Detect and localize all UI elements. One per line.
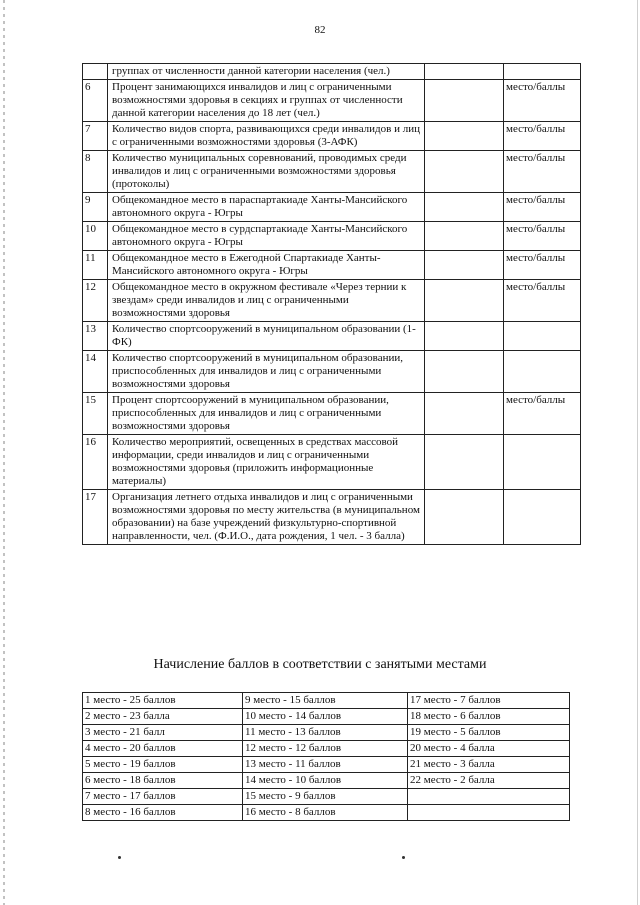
row-unit	[504, 322, 581, 351]
row-number: 17	[83, 490, 108, 545]
row-empty-cell	[425, 151, 504, 193]
row-empty-cell	[425, 122, 504, 151]
row-number: 6	[83, 80, 108, 122]
row-description: Процент спортсооружений в муниципальном образовании, приспособленных для инвалидов и лиц с ограниченными возможностями здоровья	[108, 393, 425, 435]
row-description: Количество спортсооружений в муниципальном образовании, приспособленных для инвалидов и лиц с ограниченными возможностями здоровья	[108, 351, 425, 393]
points-cell: 3 место - 21 балл	[83, 725, 243, 741]
points-cell: 1 место - 25 баллов	[83, 693, 243, 709]
row-unit: место/баллы	[504, 393, 581, 435]
row-empty-cell	[425, 393, 504, 435]
row-number: 10	[83, 222, 108, 251]
row-empty-cell	[425, 193, 504, 222]
points-cell: 21 место - 3 балла	[408, 757, 570, 773]
row-description: Общекомандное место в Ежегодной Спартакиаде Ханты-Мансийского автономного округа - Югры	[108, 251, 425, 280]
row-number: 13	[83, 322, 108, 351]
row-description: Количество спортсооружений в муниципальном образовании (1-ФК)	[108, 322, 425, 351]
points-cell	[408, 789, 570, 805]
points-cell: 7 место - 17 баллов	[83, 789, 243, 805]
row-empty-cell	[425, 80, 504, 122]
points-cell: 2 место - 23 балла	[83, 709, 243, 725]
row-unit: место/баллы	[504, 193, 581, 222]
row-description: Общекомандное место в окружном фестивале «Через тернии к звездам» среди инвалидов и лиц с ограниченными возможностями здоровья	[108, 280, 425, 322]
table-row	[83, 280, 581, 322]
points-row	[83, 725, 570, 741]
points-cell: 19 место - 5 баллов	[408, 725, 570, 741]
points-cell: 6 место - 18 баллов	[83, 773, 243, 789]
row-number: 14	[83, 351, 108, 393]
row-unit: место/баллы	[504, 280, 581, 322]
points-row	[83, 789, 570, 805]
table-row	[83, 435, 581, 490]
table-row	[83, 222, 581, 251]
points-cell: 14 место - 10 баллов	[243, 773, 408, 789]
points-row	[83, 773, 570, 789]
row-description: Общекомандное место в сурдспартакиаде Ханты-Мансийского автономного округа - Югры	[108, 222, 425, 251]
row-empty-cell	[425, 435, 504, 490]
points-cell: 22 место - 2 балла	[408, 773, 570, 789]
table-row	[83, 490, 581, 545]
table-row	[83, 193, 581, 222]
section-title: Начисление баллов в соответствии с занятыми местами	[153, 657, 487, 672]
points-cell: 11 место - 13 баллов	[243, 725, 408, 741]
table-row	[83, 80, 581, 122]
points-row	[83, 757, 570, 773]
row-number: 8	[83, 151, 108, 193]
points-cell: 12 место - 12 баллов	[243, 741, 408, 757]
row-number: 16	[83, 435, 108, 490]
row-description: Общекомандное место в параспартакиаде Ханты-Мансийского автономного округа - Югры	[108, 193, 425, 222]
points-row	[83, 709, 570, 725]
points-row	[83, 693, 570, 709]
criteria-table	[82, 63, 581, 545]
row-empty-cell	[425, 280, 504, 322]
row-unit: место/баллы	[504, 151, 581, 193]
scan-edge-right	[637, 0, 638, 905]
points-row	[83, 805, 570, 821]
points-cell: 8 место - 16 баллов	[83, 805, 243, 821]
table-row	[83, 251, 581, 280]
row-unit: место/баллы	[504, 80, 581, 122]
row-description: Количество мероприятий, освещенных в средствах массовой информации, среди инвалидов и лиц с ограниченными возможностями здоровья (приложить информационные материалы)	[108, 435, 425, 490]
row-unit: место/баллы	[504, 222, 581, 251]
points-cell: 18 место - 6 баллов	[408, 709, 570, 725]
scan-edge-left	[3, 0, 5, 905]
row-unit	[504, 64, 581, 80]
table-row	[83, 122, 581, 151]
row-empty-cell	[425, 222, 504, 251]
row-number: 15	[83, 393, 108, 435]
points-cell	[408, 805, 570, 821]
row-description: Процент занимающихся инвалидов и лиц с ограниченными возможностями здоровья в секциях и группах от численности данной категории населения до 18 лет (чел.)	[108, 80, 425, 122]
scan-speck	[402, 856, 405, 859]
row-empty-cell	[425, 351, 504, 393]
row-number: 11	[83, 251, 108, 280]
row-number: 9	[83, 193, 108, 222]
points-cell: 16 место - 8 баллов	[243, 805, 408, 821]
row-description: Количество муниципальных соревнований, проводимых среди инвалидов и лиц с ограниченными возможностями здоровья (протоколы)	[108, 151, 425, 193]
row-empty-cell	[425, 322, 504, 351]
points-table	[82, 692, 570, 821]
row-empty-cell	[425, 64, 504, 80]
page-number: 82	[314, 24, 326, 36]
row-description: Организация летнего отдыха инвалидов и лиц с ограниченными возможностями здоровья по месту жительства (в муниципальном образовании) на базе учреждений физкультурно-спортивной направленности, чел. (Ф.И.О., дата рождения, 1 чел. - 3 балла)	[108, 490, 425, 545]
points-row	[83, 741, 570, 757]
points-cell: 5 место - 19 баллов	[83, 757, 243, 773]
scan-speck	[118, 856, 121, 859]
points-cell: 20 место - 4 балла	[408, 741, 570, 757]
table-row	[83, 351, 581, 393]
row-description: группах от численности данной категории населения (чел.)	[108, 64, 425, 80]
points-cell: 4 место - 20 баллов	[83, 741, 243, 757]
points-cell: 15 место - 9 баллов	[243, 789, 408, 805]
row-number: 12	[83, 280, 108, 322]
row-empty-cell	[425, 490, 504, 545]
points-cell: 9 место - 15 баллов	[243, 693, 408, 709]
table-row	[83, 393, 581, 435]
row-description: Количество видов спорта, развивающихся среди инвалидов и лиц с ограниченными возможностями здоровья (3-АФК)	[108, 122, 425, 151]
row-unit	[504, 490, 581, 545]
table-row	[83, 322, 581, 351]
table-row	[83, 151, 581, 193]
table-row	[83, 64, 581, 80]
row-number: 7	[83, 122, 108, 151]
points-cell: 17 место - 7 баллов	[408, 693, 570, 709]
row-unit: место/баллы	[504, 251, 581, 280]
row-unit	[504, 351, 581, 393]
row-unit	[504, 435, 581, 490]
points-cell: 13 место - 11 баллов	[243, 757, 408, 773]
row-unit: место/баллы	[504, 122, 581, 151]
points-cell: 10 место - 14 баллов	[243, 709, 408, 725]
row-empty-cell	[425, 251, 504, 280]
row-number	[83, 64, 108, 80]
